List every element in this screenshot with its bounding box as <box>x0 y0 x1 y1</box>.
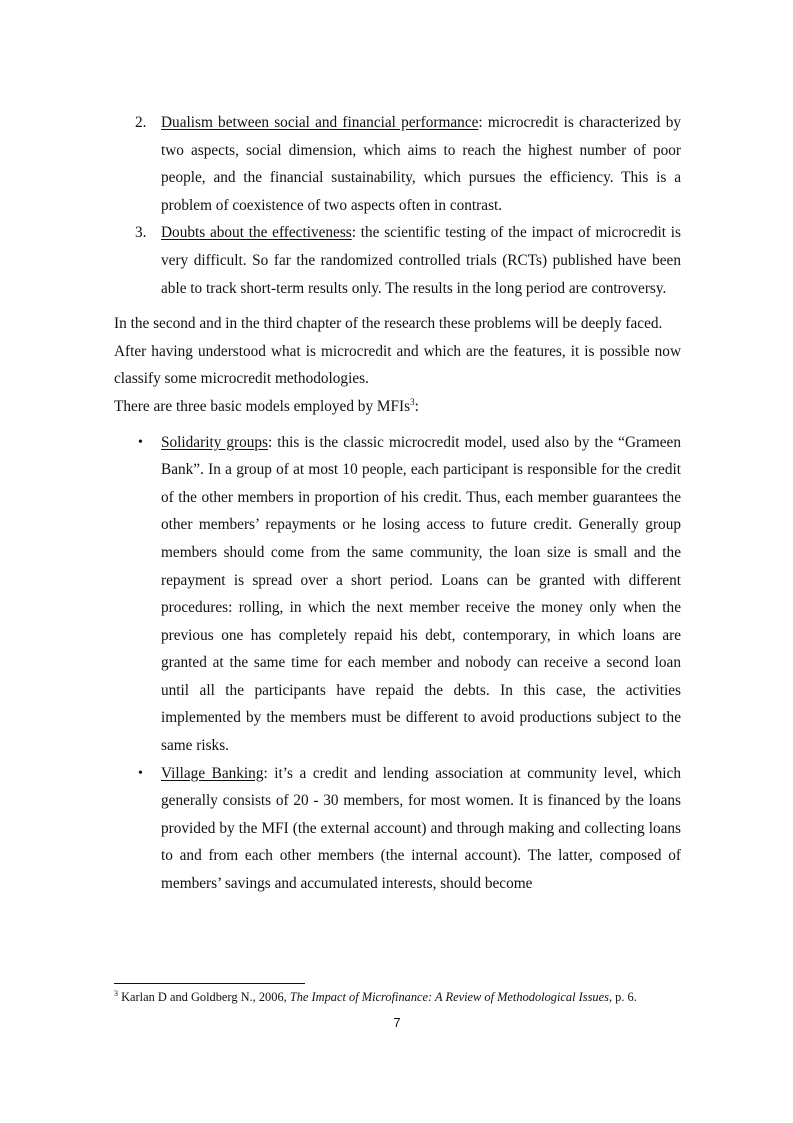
list-item <box>114 219 681 302</box>
list-marker: 2. <box>135 114 147 131</box>
item-term: Village Banking <box>161 764 264 782</box>
bullet-marker: • <box>138 434 143 450</box>
list-item <box>114 760 681 898</box>
paragraph-text-end: : <box>414 397 419 415</box>
footnote-title: The Impact of Microfinance: A Review of Methodological Issues, <box>289 990 613 1004</box>
footnote-number: 3 <box>114 989 118 998</box>
list-item <box>114 109 681 219</box>
paragraph-text: There are three basic models employed by MFIs <box>114 397 411 415</box>
paragraph: After having understood what is microcredit and which are the features, it is possible now classify some microcredit methodologies. <box>114 342 681 388</box>
footnote-page: p. 6. <box>612 990 637 1004</box>
footnote-reference[interactable]: 3 <box>410 396 415 407</box>
item-text: : this is the classic microcredit model, used also by the “Grameen Bank”. In a group of at most 10 people, each participant is responsible for the credit of the other members in proportion of his credit. Thus, each member guarantees the other members’ repayments or he losing access to future credit. Generally group members should come from the same community, the loan size is small and the repayment is spread over a short period. Loans can be granted with different procedures: rolling, in which the next member receive the money only when the previous one has completely repaid his debt, contemporary, in which loans are granted at the same time for each member and nobody can receive a second loan until all the participants have repaid the debts. In this case, the activities implemented by the members must be different to avoid productions subject to the same risks. <box>161 433 682 755</box>
footnote-divider <box>114 983 305 984</box>
item-text: : microcredit is characterized by two aspects, social dimension, which aims to reach the highest number of poor people, and the financial sustainability, which pursues the efficiency. This is a problem of coexistence of two aspects often in contrast. <box>161 114 682 214</box>
body-text <box>114 109 681 898</box>
list-marker: 3. <box>135 224 147 242</box>
bullet-marker: • <box>138 765 143 781</box>
item-text: : it’s a credit and lending association at community level, which generally consists of 20 - 30 members, for most women. It is financed by the loans provided by the MFI (the external account) and through making and collecting loans to and from each other members (the internal account). The latter, composed of members’ savings and accumulated interests, should become <box>161 764 681 893</box>
item-text: : the scientific testing of the impact of microcredit is very difficult. So far the randomized controlled trials (RCTs) published have been able to track short-term results only. The results in the long period are controversy. <box>161 224 681 297</box>
paragraph: In the second and in the third chapter of the research these problems will be deeply faced. <box>114 315 663 333</box>
paragraph <box>114 393 681 421</box>
footnote-authors: Karlan D and Goldberg N., 2006, <box>118 990 290 1004</box>
bullet-list <box>114 429 681 898</box>
numbered-list <box>114 109 681 302</box>
item-term: Dualism between social and financial performance <box>161 114 479 131</box>
page-number: 7 <box>393 1015 401 1030</box>
item-term: Doubts about the effectiveness <box>161 224 352 242</box>
item-term: Solidarity groups <box>161 433 268 451</box>
list-item <box>114 429 681 760</box>
footnote <box>114 989 694 1005</box>
